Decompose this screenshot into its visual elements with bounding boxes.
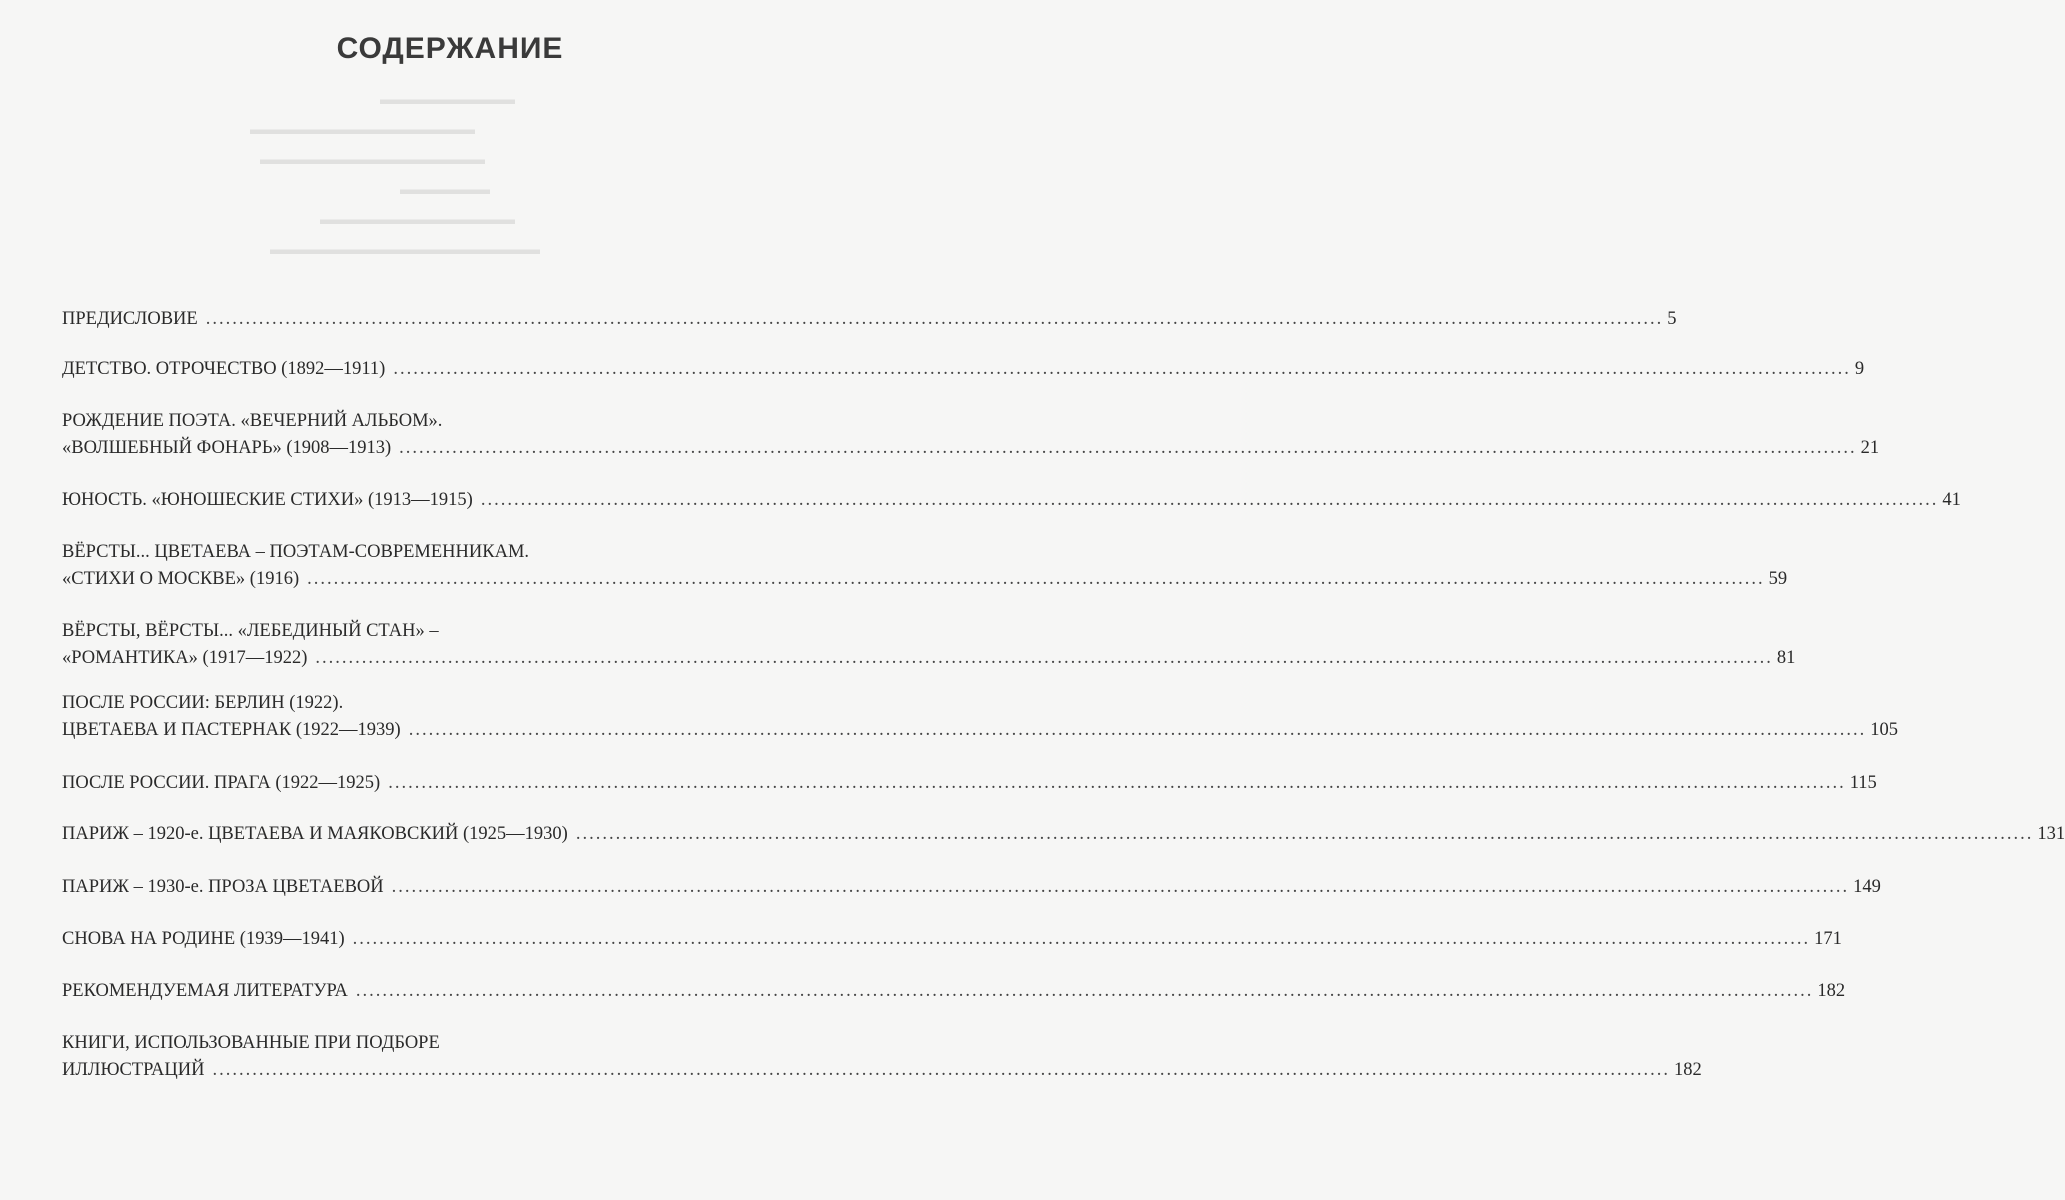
toc-entry-title-line: ЦВЕТАЕВА И ПАСТЕРНАК (1922—1939) bbox=[62, 720, 401, 740]
toc-page-number: 59 bbox=[1768, 569, 1788, 589]
toc-entry[interactable] bbox=[62, 356, 1865, 383]
toc-page-number: 21 bbox=[1860, 438, 1880, 458]
toc-entry-title-line: РЕКОМЕНДУЕМАЯ ЛИТЕРАТУРА bbox=[62, 981, 348, 1001]
toc-entry-title-line: ИЛЛЮСТРАЦИЙ bbox=[62, 1060, 205, 1080]
toc-entry[interactable] bbox=[62, 618, 1796, 672]
toc-entry-last-line bbox=[62, 926, 1842, 953]
toc-entry-title-line: «СТИХИ О МОСКВЕ» (1916) bbox=[62, 569, 300, 589]
dot-leader: ............................................................................................................................................................................................................................ bbox=[307, 569, 1765, 589]
dot-leader: ............................................................................................................................................................................................................................ bbox=[352, 929, 1811, 949]
toc-entry-last-line bbox=[62, 306, 1677, 333]
toc-entry[interactable] bbox=[62, 1030, 1702, 1084]
toc-entry[interactable] bbox=[62, 926, 1842, 953]
toc-entry-title-line: «ВОЛШЕБНЫЙ ФОНАРЬ» (1908—1913) bbox=[62, 438, 392, 458]
toc-entry-title-line: ДЕТСТВО. ОТРОЧЕСТВО (1892—1911) bbox=[62, 359, 386, 379]
toc-entry[interactable] bbox=[62, 306, 1677, 333]
toc-entry-title-line: ВЁРСТЫ, ВЁРСТЫ... «ЛЕБЕДИНЫЙ СТАН» – bbox=[62, 621, 439, 641]
toc-entry-title-line: ПАРИЖ – 1920-е. ЦВЕТАЕВА И МАЯКОВСКИЙ (1925—1930) bbox=[62, 824, 568, 844]
toc-page-number: 131 bbox=[2037, 824, 2065, 844]
toc-entry-title-line: СНОВА НА РОДИНЕ (1939—1941) bbox=[62, 929, 345, 949]
toc-entry-title-line: ПАРИЖ – 1930-е. ПРОЗА ЦВЕТАЕВОЙ bbox=[62, 877, 384, 897]
dot-leader: ............................................................................................................................................................................................................................ bbox=[315, 648, 1773, 668]
dot-leader: ............................................................................................................................................................................................................................ bbox=[388, 773, 1846, 793]
toc-page-number: 182 bbox=[1673, 1060, 1702, 1080]
toc-entry[interactable] bbox=[62, 408, 1880, 462]
toc-entry-title-line: ЮНОСТЬ. «ЮНОШЕСКИЕ СТИХИ» (1913—1915) bbox=[62, 490, 473, 510]
dot-leader: ............................................................................................................................................................................................................................ bbox=[355, 981, 1814, 1001]
toc-entry[interactable] bbox=[62, 690, 1898, 744]
dot-leader: ............................................................................................................................................................................................................................ bbox=[480, 490, 1939, 510]
toc-entry[interactable] bbox=[62, 487, 1961, 514]
toc-entry-title-line: ПОСЛЕ РОССИИ: БЕРЛИН (1922). bbox=[62, 693, 344, 713]
toc-entry-title-line: ВЁРСТЫ... ЦВЕТАЕВА – ПОЭТАМ-СОВРЕМЕННИКАМ. bbox=[62, 542, 530, 562]
toc-entry[interactable] bbox=[62, 539, 1788, 593]
toc-entry[interactable] bbox=[62, 874, 1881, 901]
toc-entry[interactable] bbox=[62, 770, 1877, 797]
dot-leader: ............................................................................................................................................................................................................................ bbox=[408, 720, 1867, 740]
toc-entry-last-line bbox=[62, 978, 1846, 1005]
toc-page-number: 9 bbox=[1854, 359, 1865, 379]
toc-page-number: 182 bbox=[1817, 981, 1846, 1001]
toc-entry-last-line bbox=[62, 566, 1788, 593]
dot-leader: ............................................................................................................................................................................................................................ bbox=[212, 1060, 1670, 1080]
dot-leader: ............................................................................................................................................................................................................................ bbox=[205, 309, 1664, 329]
toc-entry-last-line bbox=[62, 356, 1865, 383]
dot-leader: ............................................................................................................................................................................................................................ bbox=[393, 359, 1851, 379]
toc-entry-last-line bbox=[62, 717, 1898, 744]
toc-entry[interactable] bbox=[62, 821, 2065, 848]
toc-entry-title-line: РОЖДЕНИЕ ПОЭТА. «ВЕЧЕРНИЙ АЛЬБОМ». bbox=[62, 411, 443, 431]
toc-entry-last-line bbox=[62, 821, 2065, 848]
toc-entry-last-line bbox=[62, 645, 1796, 672]
toc-entry-title-line: ПОСЛЕ РОССИИ. ПРАГА (1922—1925) bbox=[62, 773, 381, 793]
toc-entry-last-line bbox=[62, 435, 1880, 462]
toc-entry-last-line bbox=[62, 487, 1961, 514]
page-title: СОДЕРЖАНИЕ bbox=[336, 32, 564, 65]
toc-page-number: 5 bbox=[1667, 309, 1677, 329]
toc-page-number: 105 bbox=[1870, 720, 1898, 740]
toc-entry-last-line bbox=[62, 1057, 1702, 1084]
toc-page-number: 81 bbox=[1776, 648, 1796, 668]
toc-page-number: 115 bbox=[1849, 773, 1877, 793]
toc-entry-last-line bbox=[62, 770, 1877, 797]
toc-page-number: 149 bbox=[1853, 877, 1881, 897]
show-through-text: ▬▬▬▬▬▬▬▬▬ ▬▬▬▬▬▬▬▬▬▬▬▬▬▬▬ ▬▬▬▬▬▬▬▬▬▬▬▬▬▬▬ ▬▬▬▬▬▬ ▬▬▬▬▬▬▬▬▬▬▬▬▬ ▬▬▬▬▬▬▬▬▬▬▬▬▬▬▬▬▬▬ bbox=[250, 92, 540, 258]
toc-entry[interactable] bbox=[62, 978, 1846, 1005]
dot-leader: ............................................................................................................................................................................................................................ bbox=[399, 438, 1857, 458]
toc-entry-title-line: «РОМАНТИКА» (1917—1922) bbox=[62, 648, 308, 668]
toc-page-number: 171 bbox=[1814, 929, 1842, 949]
toc-entry-title-line: ПРЕДИСЛОВИЕ bbox=[62, 309, 198, 329]
toc-entry-title-line: КНИГИ, ИСПОЛЬЗОВАННЫЕ ПРИ ПОДБОРЕ bbox=[62, 1033, 440, 1053]
dot-leader: ............................................................................................................................................................................................................................ bbox=[575, 824, 2034, 844]
toc-page-number: 41 bbox=[1942, 490, 1961, 510]
toc-entry-last-line bbox=[62, 874, 1881, 901]
dot-leader: ............................................................................................................................................................................................................................ bbox=[391, 877, 1850, 897]
